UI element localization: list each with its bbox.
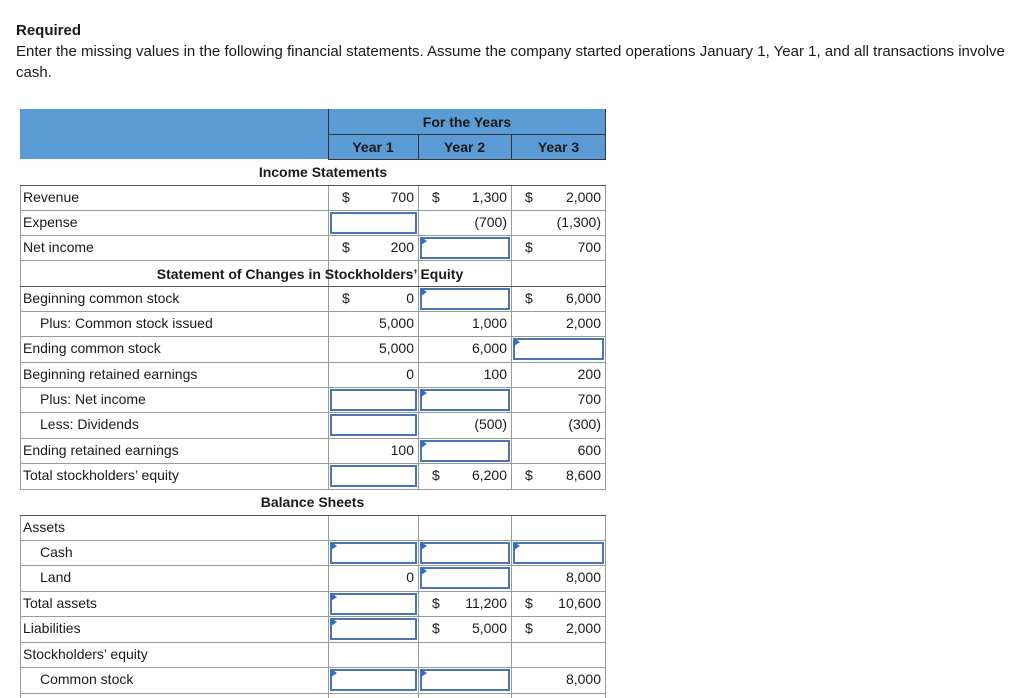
total-stockholders-equity-year1-input[interactable] [330,465,417,487]
year2-value: 100 [483,366,507,382]
net-income-row [20,235,606,260]
land-year2-input[interactable] [420,567,510,589]
input-marker-icon [421,288,427,296]
row-label: Expense [23,214,78,230]
revenue-row [20,185,606,210]
row-label: Ending retained earnings [23,442,179,458]
year3-value: (300) [568,416,601,432]
row-label: Beginning retained earnings [23,366,198,382]
year3-value: 8,600 [565,467,601,483]
year3-value: 6,000 [565,290,601,306]
row-label: Revenue [23,189,80,205]
currency-symbol: $ [342,239,350,255]
year3-value: 2,000 [565,620,601,636]
currency-symbol: $ [342,189,350,205]
currency-symbol: $ [525,290,533,306]
year1-value: 0 [406,290,414,306]
currency-symbol: $ [525,239,533,255]
common-stock-year2-input[interactable] [420,669,510,691]
plus-net-income-year1-input[interactable] [330,389,417,411]
expense-row [20,210,606,235]
input-marker-icon [421,389,427,397]
ending-common-stock-row [20,336,606,361]
total-assets-year1-input[interactable] [330,593,417,615]
row-label: Liabilities [23,620,81,636]
row-label: Assets [23,519,66,535]
ending-retained-earnings-year2-input[interactable] [420,440,510,462]
currency-symbol: $ [432,467,440,483]
assets-heading-row [20,515,606,540]
row-label: Ending common stock [23,340,161,356]
land-row [20,565,606,590]
year3-value: 600 [577,442,601,458]
row-label: Cash [40,544,73,560]
stockholders-equity-heading-row [20,642,606,667]
year3-value: 700 [577,391,601,407]
year2-value: 5,000 [471,620,507,636]
row-label: Plus: Common stock issued [40,315,213,331]
row-label: Less: Dividends [40,416,139,432]
common-stock-issued-row [20,311,606,336]
year1-header: Year 1 [352,139,394,155]
row-label: Plus: Net income [40,391,146,407]
total-stockholders-equity-row [20,463,606,488]
row-label: Land [40,569,72,585]
input-marker-icon [421,440,427,448]
year2-value: 1,300 [471,189,507,205]
input-marker-icon [331,669,337,677]
year3-value: 700 [577,239,601,255]
year1-value: 100 [390,442,414,458]
cash-row [20,540,606,565]
balance-sheets-heading: Balance Sheets [260,494,365,510]
row-label: Beginning common stock [23,290,180,306]
net-income-year2-input[interactable] [420,237,510,259]
year3-header: Year 3 [537,139,580,155]
row-label: Total assets [23,595,97,611]
year1-value: 5,000 [378,315,414,331]
year3-value: 8,000 [565,671,601,687]
year3-value: 2,000 [565,315,601,331]
input-marker-icon [421,669,427,677]
input-marker-icon [331,542,337,550]
row-label: Stockholders’ equity [23,646,148,662]
less-dividends-row [20,412,606,437]
input-marker-icon [514,338,520,346]
year2-value: 6,000 [471,340,507,356]
year2-value: (700) [474,214,507,230]
less-dividends-year1-input[interactable] [330,414,417,436]
expense-year1-input[interactable] [330,212,417,234]
ending-common-stock-year3-input[interactable] [513,338,604,360]
year2-value: 1,000 [471,315,507,331]
cash-year1-input[interactable] [330,542,417,564]
currency-symbol: $ [432,620,440,636]
year3-value: 200 [577,366,601,382]
year3-value: 10,600 [558,595,601,611]
beginning-common-stock-year2-input[interactable] [420,288,510,310]
year3-value: 2,000 [565,189,601,205]
currency-symbol: $ [525,595,533,611]
beginning-common-stock-row [20,286,606,311]
row-label: Net income [23,239,94,255]
plus-net-income-year2-input[interactable] [420,389,510,411]
liabilities-row [20,616,606,641]
year1-value: 0 [406,366,414,382]
ending-retained-earnings-row [20,438,606,463]
plus-net-income-row [20,387,606,412]
year2-header: Year 2 [443,139,486,155]
year1-value: 0 [406,569,414,585]
year3-value: 8,000 [565,569,601,585]
total-assets-row [20,591,606,616]
year2-value: 6,200 [471,467,507,483]
currency-symbol: $ [432,595,440,611]
row-label: Total stockholders’ equity [23,467,179,483]
input-marker-icon [421,567,427,575]
currency-symbol: $ [525,189,533,205]
input-marker-icon [331,593,337,601]
input-marker-icon [331,618,337,626]
income-statements-heading: Income Statements [258,164,388,180]
year1-value: 5,000 [378,340,414,356]
liabilities-year1-input[interactable] [330,618,417,640]
required-heading: Required [16,22,82,39]
currency-symbol: $ [525,620,533,636]
instructions-text: Enter the missing values in the following financial statements. Assume the company started operations January 1, Year 1, and all transactions involve cash. [16,43,1005,81]
year3-value: (1,300) [556,214,601,230]
year1-value: 200 [390,239,414,255]
year2-value: (500) [474,416,507,432]
cash-year3-input[interactable] [513,542,604,564]
currency-symbol: $ [525,467,533,483]
input-marker-icon [514,542,520,550]
beginning-retained-earnings-row [20,362,606,387]
for-the-years-header: For the Years [422,114,512,130]
currency-symbol: $ [342,290,350,306]
row-label: Common stock [40,671,134,687]
common-stock-year1-input[interactable] [330,669,417,691]
common-stock-row [20,667,606,692]
input-marker-icon [421,237,427,245]
equity-statement-heading: Statement of Changes in Stockholders’ Equity [156,266,464,282]
year1-value: 700 [390,189,414,205]
cash-year2-input[interactable] [420,542,510,564]
currency-symbol: $ [432,189,440,205]
input-marker-icon [421,542,427,550]
year2-value: 11,200 [465,595,507,611]
